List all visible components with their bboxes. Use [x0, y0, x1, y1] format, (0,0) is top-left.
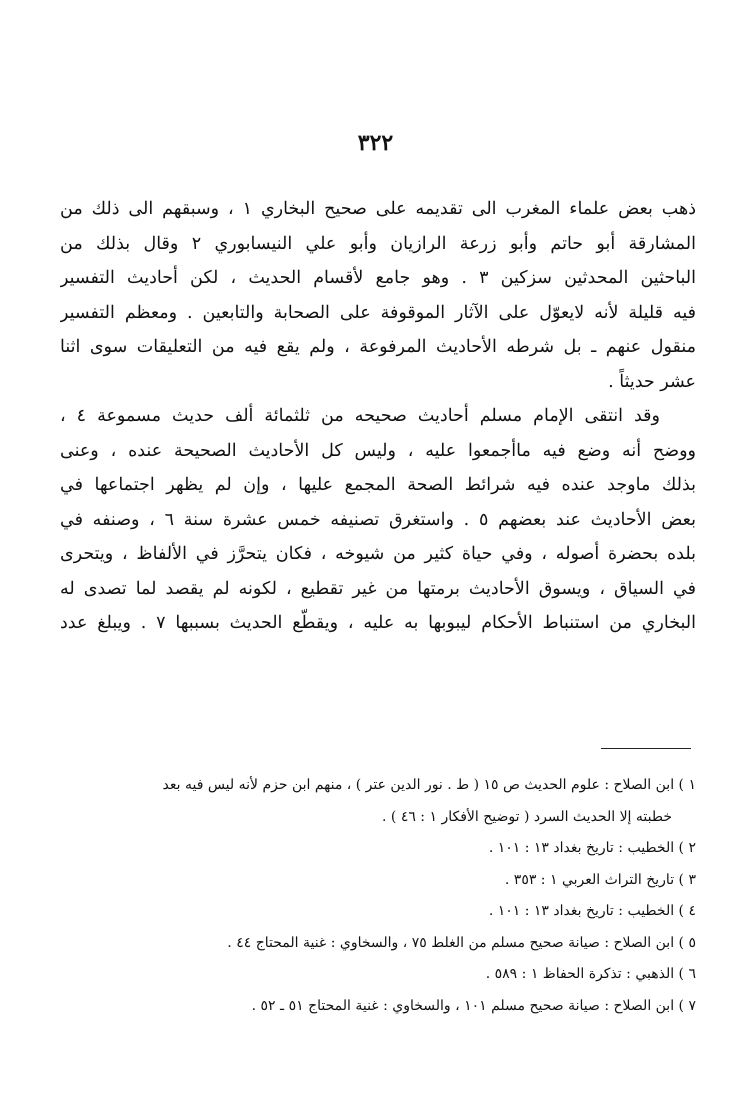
body-line: ذهب بعض علماء المغرب الى تقديمه على صحيح البخاري ١ ، وسبقهم الى ذلك من [60, 199, 696, 219]
footnote: ١ ) ابن الصلاح : علوم الحديث ص ١٥ ( ط . نور الدين عتر ) ، منهم ابن حزم لأنه ليس فيه بعد [162, 777, 696, 793]
body-line: منقول عنهم ـ بل شرطه الأحاديث المرفوعة ، ولم يقع فيه من التعليقات سوى اثنا [60, 337, 696, 357]
footnote: ٤ ) الخطيب : تاريخ بغداد ١٣ : ١٠١ . [488, 903, 696, 919]
body-line: فيه قليلة لأنه لايعوّل على الآثار الموقوفة على الصحابة والتابعين . ومعظم التفسير [60, 302, 696, 323]
footnote: ٣ ) تاريخ التراث العربي ١ : ٣٥٣ . [504, 871, 696, 888]
body-line: ووضح أنه وضع فيه ماأجمعوا عليه ، وليس كل الأحاديث الصحيحة عنده ، وعنى [60, 440, 696, 461]
footnote-divider [601, 748, 691, 749]
body-line: وقد انتقى الإمام مسلم أحاديث صحيحه من ثلثمائة ألف حديث مسموعة ٤ ، [60, 406, 660, 426]
body-line: بلده بحضرة أصوله ، وفي حياة كثير من شيوخه ، فكان يتحرَّز في الألفاظ ، ويتحرى [60, 544, 696, 564]
footnote: ٢ ) الخطيب : تاريخ بغداد ١٣ : ١٠١ . [488, 840, 696, 856]
body-line: بذلك ماوجد عنده فيه شرائط الصحة المجمع عليها ، وإن لم يظهر اجتماعها في [60, 475, 696, 495]
body-line: عشر حديثاً . [608, 371, 696, 392]
footnote-continuation: خطبته إلا الحديث السرد ( توضيح الأفكار ١ : ٤٦ ) . [382, 808, 672, 825]
body-line: البخاري من استنباط الأحكام ليبوبها به عليه ، ويقطّع الحديث بسببها ٧ . ويبلغ عدد [60, 613, 696, 633]
body-line: بعض الأحاديث عند بعضهم ٥ . واستغرق تصنيفه خمس عشرة سنة ٦ ، وصنفه في [60, 509, 696, 530]
footnote: ٧ ) ابن الصلاح : صيانة صحيح مسلم ١٠١ ، والسخاوي : غنية المحتاج ٥١ ـ ٥٢ . [251, 997, 696, 1014]
body-line: الباحثين المحدثين سزكين ٣ . وهو جامع لأقسام الحديث ، لكن أحاديث التفسير [60, 268, 696, 288]
footnote: ٦ ) الذهبي : تذكرة الحفاظ ١ : ٥٨٩ . [485, 966, 696, 982]
body-line: في السياق ، ويسوق الأحاديث برمتها من غير تقطيع ، لكونه لم يقصد لما تصدى له [60, 578, 696, 599]
page-number: ٣٢٢ [357, 130, 394, 156]
body-text [60, 192, 696, 641]
footnote: ٥ ) ابن الصلاح : صيانة صحيح مسلم من الغلط ٧٥ ، والسخاوي : غنية المحتاج ٤٤ . [227, 934, 696, 951]
footnotes [100, 770, 696, 1022]
body-line: المشارقة أبو حاتم وأبو زرعة الرازيان وأبو علي النيسابوري ٢ وقال بذلك من [60, 233, 696, 254]
